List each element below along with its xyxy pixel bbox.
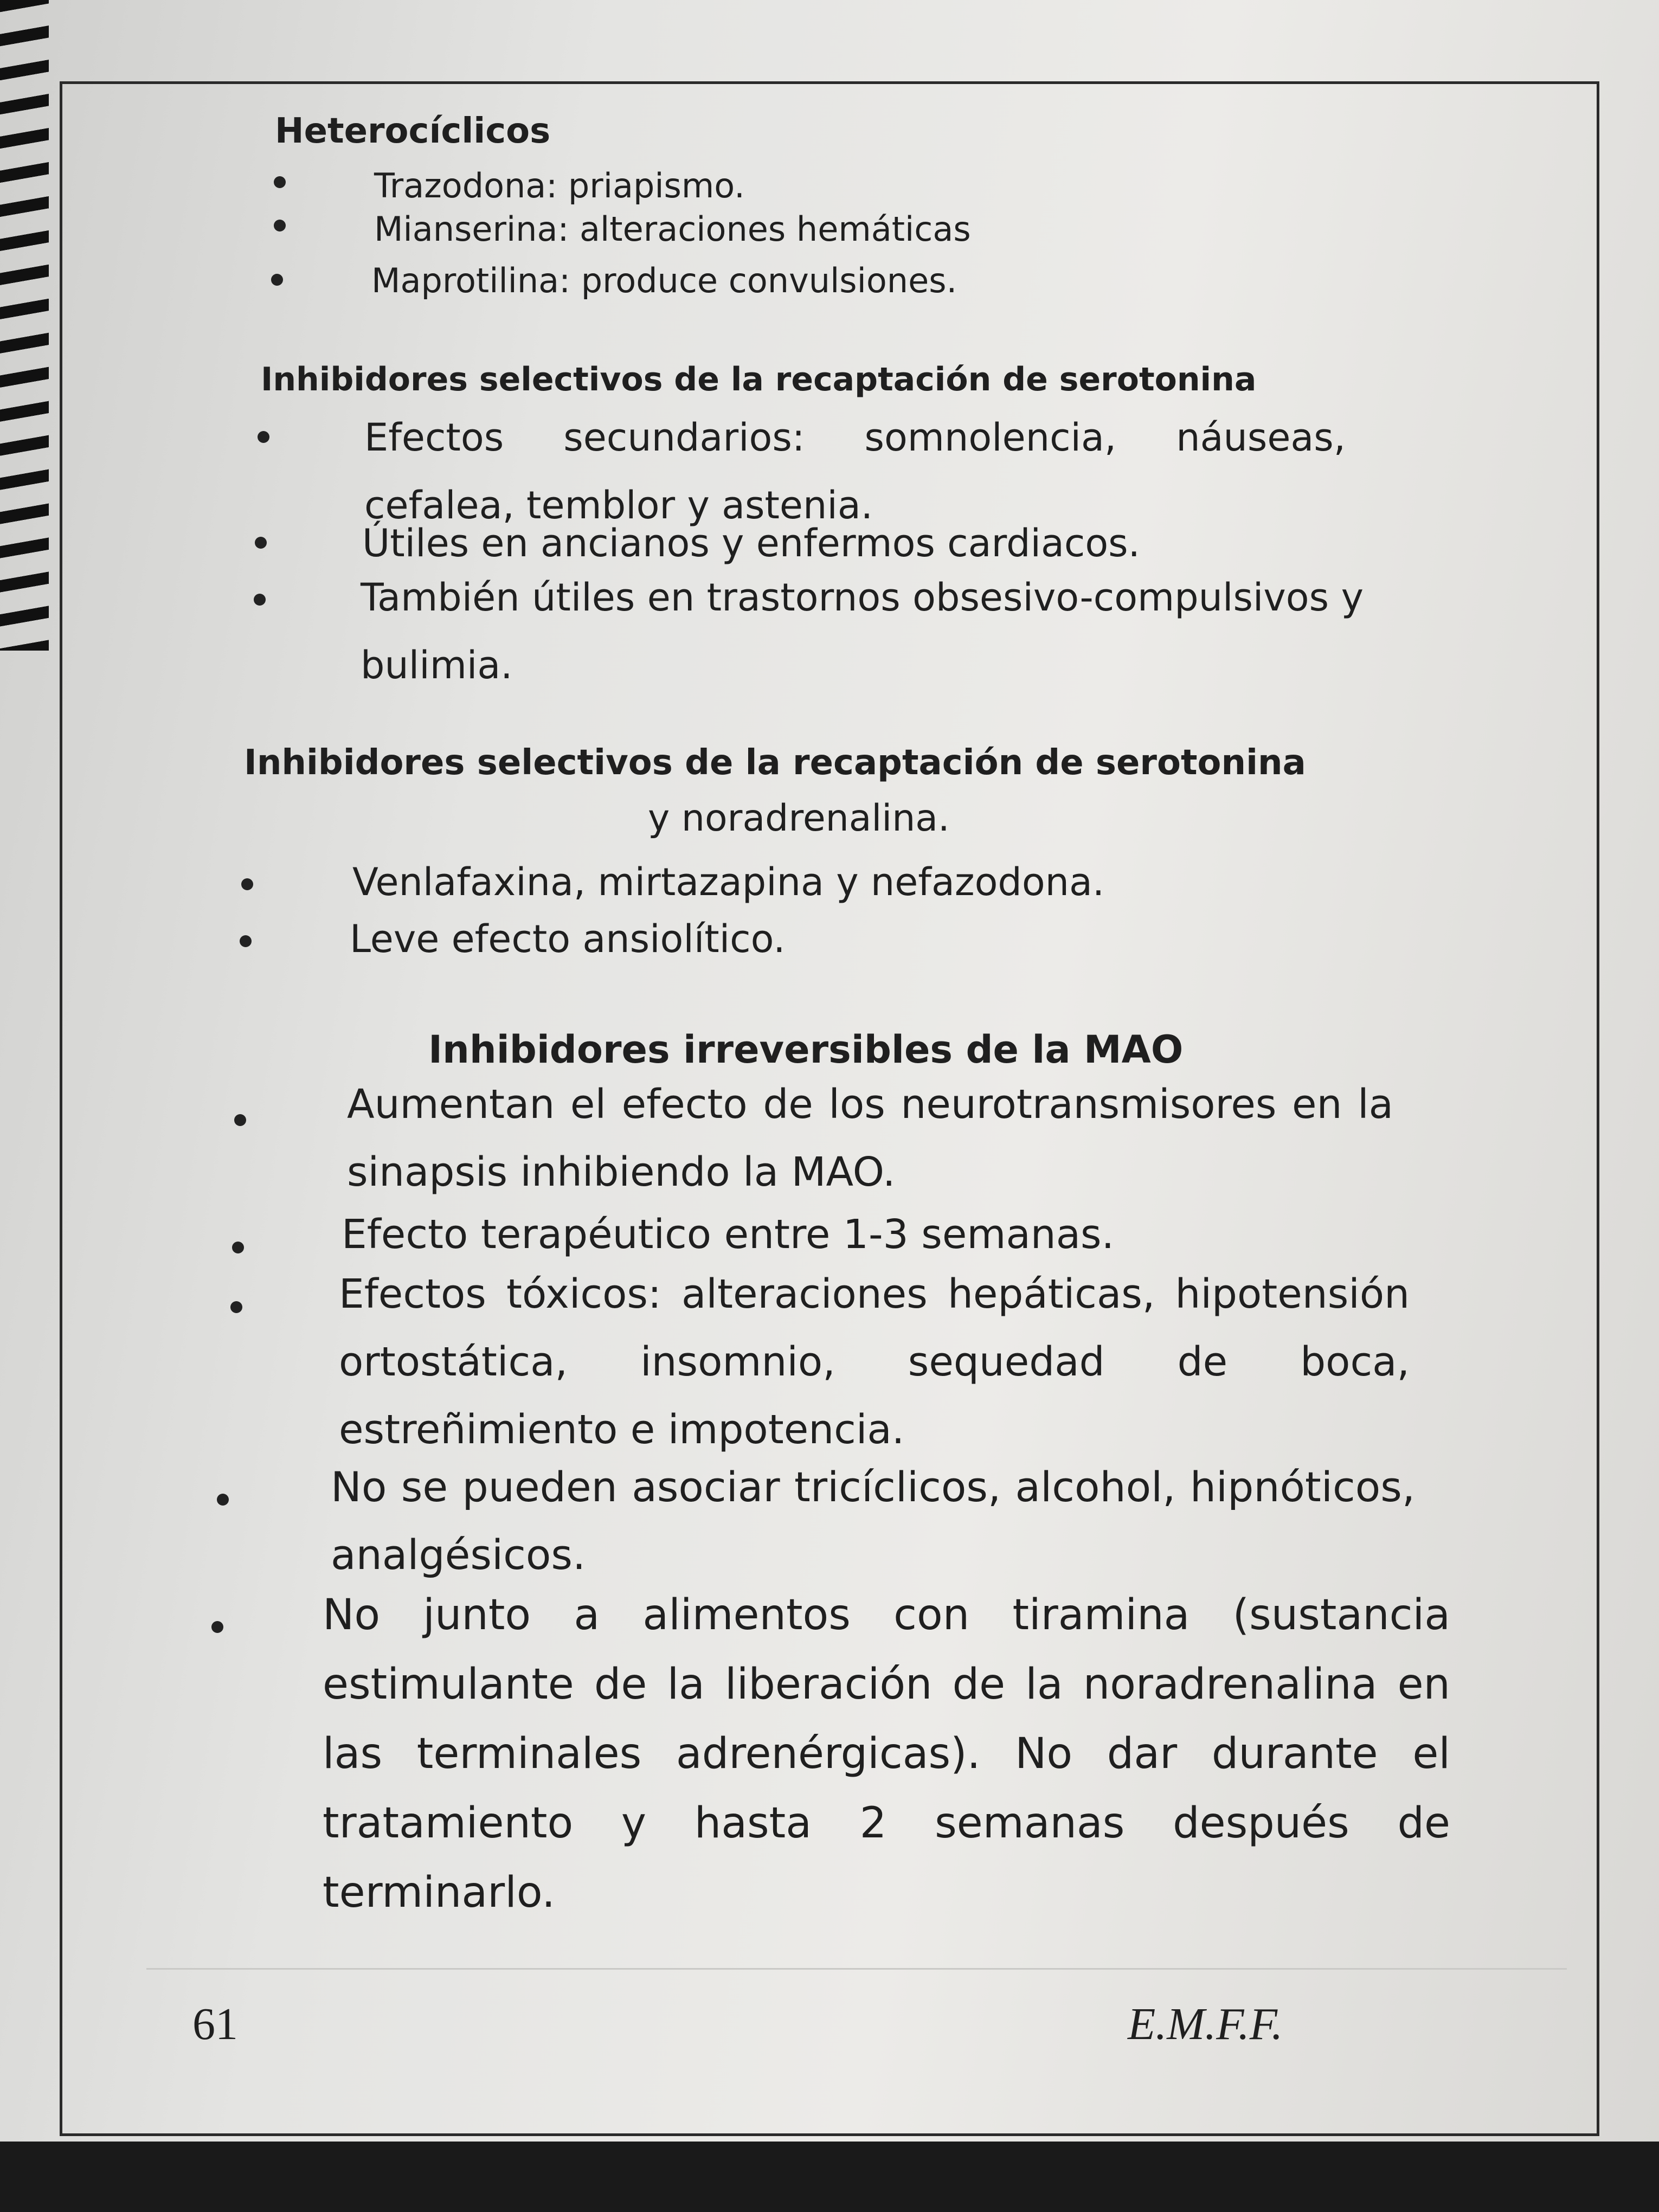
list-item: No se pueden asociar tricíclicos, alcohol, hipnóticos, analgésicos. [331, 1463, 1415, 1579]
section-heading: Heterocíclicos [275, 111, 551, 151]
bullet-icon [211, 1621, 223, 1633]
bullet-icon [255, 537, 267, 549]
bullet-icon [274, 176, 286, 188]
bullet-icon [254, 594, 266, 606]
divider [146, 1968, 1567, 1970]
bullet-icon [217, 1494, 229, 1506]
list-item: Efectos tóxicos: alteraciones hepáticas, hipotensión ortostática, insomnio, sequedad de boca, estreñimiento e impotencia. [339, 1271, 1410, 1453]
bullet-icon [258, 431, 269, 443]
list-item: Leve efecto ansiolítico. [350, 917, 786, 961]
bullet-icon [230, 1301, 242, 1313]
list-item: No junto a alimentos con tiramina (sustancia estimulante de la liberación de la noradrenalina en las terminales adrenérgicas). No dar durante el tratamiento y hasta 2 semanas después de terminarlo. [323, 1591, 1450, 1917]
footer-initials: E.M.F.F. [1128, 1999, 1283, 2049]
section-heading: Inhibidores selectivos de la recaptación de serotonina [261, 361, 1257, 398]
bullet-icon [274, 220, 286, 232]
bullet-icon [232, 1242, 244, 1253]
list-item: También útiles en trastornos obsesivo-compulsivos y bulimia. [361, 575, 1364, 687]
list-item: Aumentan el efecto de los neurotransmisores en la sinapsis inhibiendo la MAO. [347, 1081, 1393, 1195]
bullet-icon [240, 935, 252, 947]
bullet-icon [234, 1114, 246, 1126]
background-edge [0, 2142, 1659, 2212]
list-item: Mianserina: alteraciones hemáticas [374, 209, 971, 249]
spiral-binding [0, 0, 49, 651]
list-item: Efecto terapéutico entre 1-3 semanas. [342, 1211, 1115, 1258]
bullet-icon [241, 878, 253, 890]
list-item: Útiles en ancianos y enfermos cardiacos. [362, 521, 1140, 565]
list-item: Maprotilina: produce convulsiones. [371, 261, 957, 300]
list-item: Venlafaxina, mirtazapina y nefazodona. [352, 860, 1105, 904]
section-heading-continued: y noradrenalina. [648, 797, 950, 840]
bullet-icon [271, 274, 283, 286]
page-number: 61 [192, 1999, 238, 2049]
section-heading: Inhibidores irreversibles de la MAO [428, 1027, 1184, 1072]
section-heading: Inhibidores selectivos de la recaptación de serotonina [244, 743, 1306, 783]
list-item: Efectos secundarios: somnolencia, náuseas, cefalea, temblor y astenia. [364, 415, 1346, 528]
list-item: Trazodona: priapismo. [374, 166, 745, 205]
